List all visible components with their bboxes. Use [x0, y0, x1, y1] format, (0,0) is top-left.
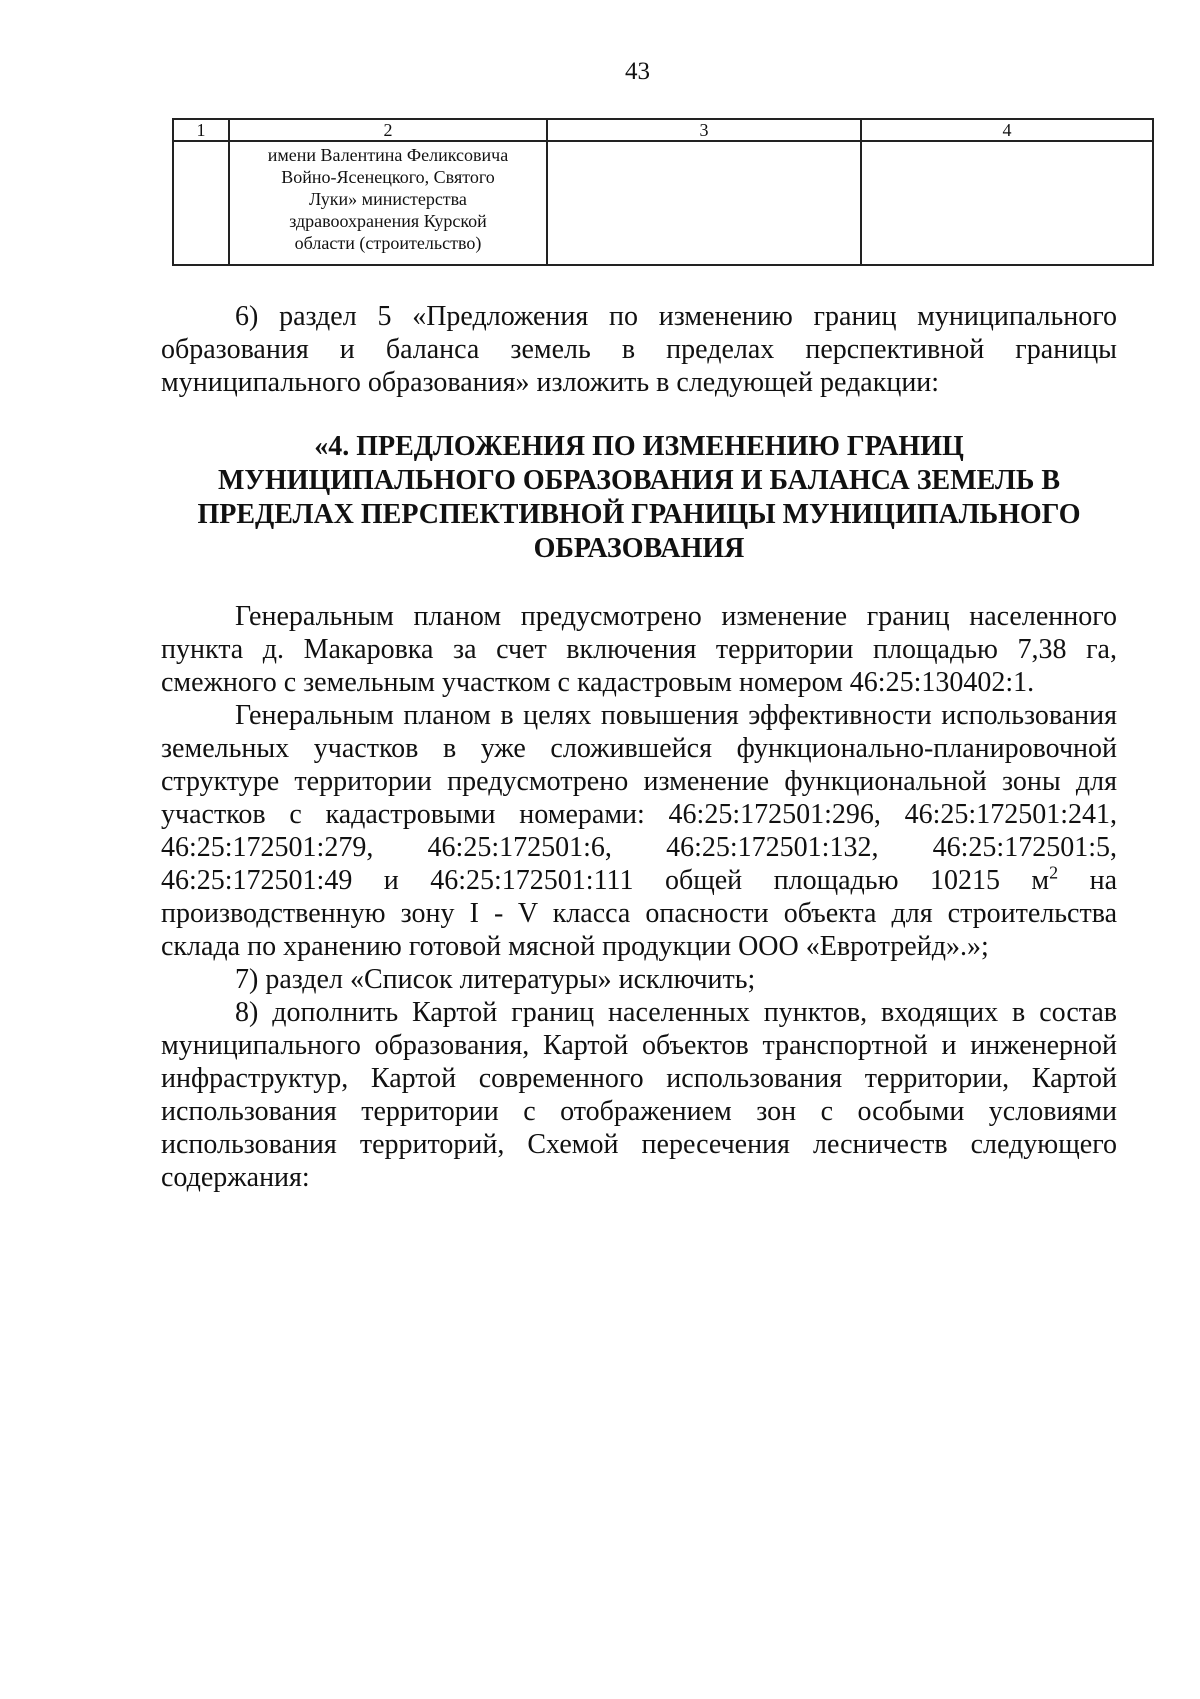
cell-line: здравоохранения Курской: [289, 211, 487, 231]
table-cell: [173, 141, 229, 265]
paragraph-7: 7) раздел «Список литературы» исключить;: [235, 964, 756, 995]
table-row: [173, 141, 1153, 265]
table-header-cell: 1: [173, 119, 229, 141]
table-cell: [861, 141, 1153, 265]
table-header-cell: 3: [547, 119, 861, 141]
paragraph-6: 6) раздел 5 «Предложения по изменению границ муниципального образования и баланса земель в пределах перспективной границы муниципального образования» изложить в следующей редакции:: [161, 301, 1117, 398]
cell-line: области (строительство): [294, 233, 482, 253]
table-header-cell: 2: [229, 119, 547, 141]
section-heading: [161, 430, 1117, 566]
cell-line: Войно-Ясенецкого, Святого: [281, 167, 495, 187]
cell-line: Луки» министерства: [309, 189, 467, 209]
paragraph-8: 8) дополнить Картой границ населенных пунктов, входящих в состав муниципального образования, Картой объектов транспортной и инженерной инфраструктур, Картой современного использования территории, Картой использования территории с отображением зон с особыми условиями использования территорий, Схемой пересечения лесничеств следующего содержания:: [161, 997, 1117, 1193]
heading-line: ОБРАЗОВАНИЯ: [533, 533, 745, 564]
body-paragraph-2-text-cont: на производственную зону I - V класса опасности объекта для строительства склада по хранению готовой мясной продукции ООО «Евротрейд».»;: [161, 865, 1117, 962]
page-number: 43: [625, 58, 650, 85]
table-cell: [547, 141, 861, 265]
heading-line: МУНИЦИПАЛЬНОГО ОБРАЗОВАНИЯ И БАЛАНСА ЗЕМЕЛЬ В: [217, 465, 1061, 496]
cell-line: имени Валентина Феликсовича: [267, 145, 509, 165]
table-header-row: [173, 119, 1153, 141]
table-cell-organization: [229, 141, 547, 265]
heading-line: ПРЕДЕЛАХ ПЕРСПЕКТИВНОЙ ГРАНИЦЫ МУНИЦИПАЛЬНОГО: [197, 499, 1081, 530]
table-header-cell: 4: [861, 119, 1153, 141]
superscript: 2: [1049, 862, 1059, 883]
section-body: [161, 600, 1117, 1194]
heading-line: «4. ПРЕДЛОЖЕНИЯ ПО ИЗМЕНЕНИЮ ГРАНИЦ: [314, 431, 964, 462]
amendment-item-6: [161, 300, 1117, 399]
continuation-table: [172, 118, 1154, 266]
body-paragraph-1: Генеральным планом предусмотрено изменение границ населенного пункта д. Макаровка за счет включения территории площадью 7,38 га, смежного с земельным участком с кадастровым номером 46:25:130402:1.: [161, 601, 1117, 698]
body-paragraph-2-text: Генеральным планом в целях повышения эффективности использования земельных участков в уже сложившейся функционально-планировочной структуре территории предусмотрено изменение функциональной зоны для участков с кадастровыми номерами: 46:25:172501:296, 46:25:172501:241, 46:25:172501:279, 46:25:172501:6, 46:25:172501:132, 46:25:172501:5, 46:25:172501:49 и 46:25:172501:111 общей площадью 10215 м: [161, 700, 1117, 896]
body-paragraph-2: [161, 699, 1117, 963]
